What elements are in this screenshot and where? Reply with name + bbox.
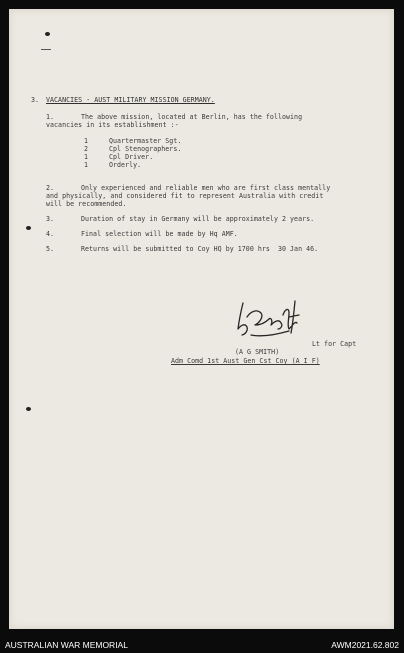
section-number: 3. [31, 96, 40, 104]
para1-line1: The above mission, located at Berlin, has the following [81, 113, 303, 121]
para2-line1: Only experienced and reliable men who are first class mentally [81, 184, 331, 192]
punch-hole-bottom [26, 407, 31, 411]
punch-hole-top [45, 32, 50, 36]
para3-number: 3. [46, 215, 55, 223]
para5-number: 5. [46, 245, 55, 253]
handwritten-signature [231, 295, 311, 341]
vacancy-role: Cpl Driver. [109, 153, 154, 161]
para4-text: Final selection will be made by Hq AMF. [81, 230, 238, 238]
para1-line2: vacancies in its establishment :- [46, 121, 179, 129]
para2-line2: and physically, and considered fit to represent Australia with credit [46, 192, 324, 200]
signoff-unit: Adm Comd 1st Aust Gen Cst Coy (A I F) [171, 357, 320, 365]
signoff-name: (A G SMITH) [235, 348, 280, 356]
archive-footer [0, 633, 404, 653]
vacancy-role: Quartermaster Sgt. [109, 137, 182, 145]
para2-line3: will be recommended. [46, 200, 127, 208]
vacancy-role: Orderly. [109, 161, 142, 169]
para1-number: 1. [46, 113, 55, 121]
punch-hole-middle [26, 226, 31, 230]
signoff-rank: Lt for Capt [312, 340, 357, 348]
vacancy-count: 1 [84, 137, 89, 145]
vacancy-count: 2 [84, 145, 89, 153]
para3-text: Duration of stay in Germany will be approximately 2 years. [81, 215, 315, 223]
footer-accession-number: AWM2021.62.802 [331, 640, 399, 650]
document-page [9, 9, 394, 629]
vacancy-role: Cpl Stenographers. [109, 145, 182, 153]
vacancy-count: 1 [84, 161, 89, 169]
fold-mark [41, 49, 51, 50]
section-heading: VACANCIES - AUST MILITARY MISSION GERMANY. [46, 96, 215, 104]
para2-number: 2. [46, 184, 55, 192]
para5-text: Returns will be submitted to Coy HQ by 1700 hrs 30 Jan 46. [81, 245, 319, 253]
footer-institution: AUSTRALIAN WAR MEMORIAL [5, 640, 128, 650]
para4-number: 4. [46, 230, 55, 238]
vacancy-count: 1 [84, 153, 89, 161]
